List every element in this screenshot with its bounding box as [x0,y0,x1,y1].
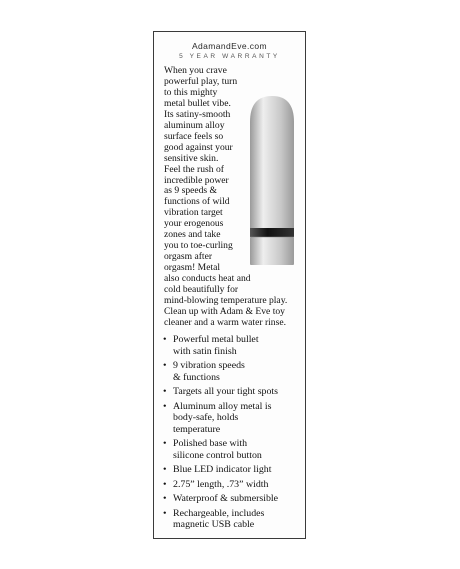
description-line: vibration target [164,207,223,219]
description-line: as 9 speeds & [164,185,218,197]
feature-text-line: Polished base with [173,438,248,449]
feature-text-line: magnetic USB cable [173,519,255,530]
feature-item [162,479,305,491]
description-line: Feel the rush of [164,163,224,175]
feature-text-line: with satin finish [173,345,237,357]
feature-text-line: body-safe, holds [173,412,239,423]
description-line: functions of wild [164,196,230,208]
description-line: aluminum alloy [164,119,225,131]
feature-text-line: & functions [173,371,220,383]
brand-website: AdamandEve.com [191,41,268,51]
feature-item [162,334,305,357]
bullet-point-icon: • [163,400,167,412]
feature-text-line: silicone control button [173,449,262,461]
description-line: orgasm! Metal [164,262,221,274]
feature-text-line: Powerful metal bullet [173,334,259,345]
bullet-point-icon: • [163,438,167,449]
feature-item [162,464,305,476]
feature-item [162,508,305,531]
feature-text-line: 2.75” length, .73” width [173,478,269,490]
bullet-point-icon: • [163,464,167,475]
description-line: sensitive skin. [164,152,219,164]
bullet-point-icon: • [163,507,167,519]
description-line: also conducts heat and [164,273,251,285]
description-line: Clean up with Adam & Eve toy [164,305,285,317]
feature-item [162,493,305,505]
bullet-base [250,237,294,265]
feature-text-line: Targets all your tight spots [173,386,278,397]
bullet-point-icon: • [163,360,167,371]
bullet-point-icon: • [163,334,167,345]
description-line: your erogenous [164,218,224,230]
feature-text-line: Rechargeable, includes [173,507,265,519]
feature-text-line: temperature [173,423,221,435]
feature-item [162,401,305,436]
description-line: incredible power [164,174,229,186]
description-line: mind-blowing temperature play. [164,295,288,307]
metal-bullet-vibrator-icon [246,96,298,266]
description-line: to this mighty [164,86,218,98]
bullet-point-icon: • [163,386,167,397]
feature-item [162,360,305,383]
bullet-body [250,96,294,228]
feature-text-line: Blue LED indicator light [173,464,272,475]
description-line: powerful play, turn [164,75,238,87]
feature-text-line: Waterproof & submersible [173,493,279,504]
description-line: you to toe-curling [164,240,233,252]
bullet-point-icon: • [163,493,167,504]
feature-item [162,438,305,461]
description-line: orgasm after [164,251,213,263]
description-line: Its satiny-smooth [164,108,231,120]
description-line: cleaner and a warm water rinse. [164,316,286,328]
feature-text-line: Aluminum alloy metal is [173,400,272,412]
bullet-point-icon: • [163,478,167,490]
description-line: surface feels so [164,130,224,142]
feature-list [162,334,305,534]
feature-item [162,386,305,398]
description-line: When you crave [164,65,227,76]
description-line: cold beautifully for [164,284,239,296]
feature-text-line: 9 vibration speeds [173,360,245,371]
description-line: good against your [164,141,233,153]
warranty-label: 5 YEAR WARRANTY [179,53,280,60]
bullet-base-band [250,228,294,237]
description-line: zones and take [164,229,221,241]
description-line: metal bullet vibe. [164,97,231,109]
